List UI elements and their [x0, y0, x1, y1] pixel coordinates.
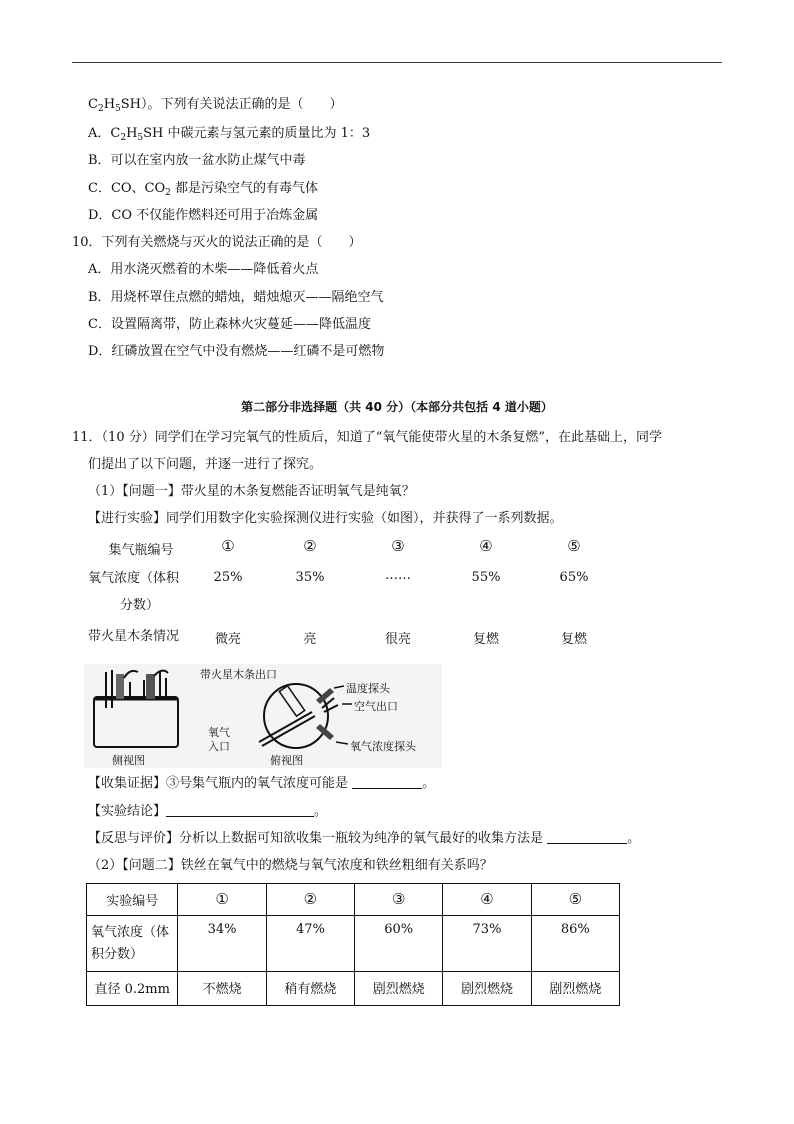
table2-header-label: 实验编号 — [87, 884, 178, 916]
table1-conc-value: 25% — [213, 570, 243, 585]
table2-conc-value: 60% — [355, 916, 443, 972]
table2-conc-value: 34% — [178, 916, 266, 972]
table2-conc-label: 氧气浓度（体 积分数） — [87, 916, 178, 972]
q11-experiment: 【进行实验】同学们用数字化实验探测仪进行实验（如图），并获得了一系列数据。 — [88, 511, 563, 526]
table2-number: ③ — [355, 884, 443, 916]
figure-label-o2-in: 氧气 — [208, 726, 230, 739]
q11-stem-line1: 11．（10 分）同学们在学习完氧气的性质后，知道了“氧气能使带火星的木条复燃”，在此基础上，同学 — [72, 430, 663, 445]
table1-conc-value: 35% — [295, 570, 325, 585]
q11-stem-line2: 们提出了以下问题，并逐一进行了探究。 — [88, 457, 323, 472]
table2-dia-label: 直径 0.2mm — [87, 972, 178, 1006]
table1-result-label: 带火星木条情况 — [88, 629, 180, 644]
table1-number: ① — [221, 537, 235, 555]
q11-reflection: 【反思与评价】分析以上数据可知欲收集一瓶较为纯净的氧气最好的收集方法是 。 — [88, 831, 641, 846]
table2-result: 稍有燃烧 — [266, 972, 354, 1006]
answer-blank-3[interactable] — [547, 830, 627, 844]
q11-conclusion: 【实验结论】 。 — [88, 804, 328, 819]
table1-number: ③ — [391, 537, 405, 555]
q11-subquestion-1: （1）【问题一】带火星的木条复燃能否证明氧气是纯氧？ — [88, 484, 415, 499]
table2 — [86, 883, 620, 1006]
answer-blank-1[interactable] — [352, 775, 422, 789]
table1-result: 亮 — [303, 632, 317, 647]
table2-result: 剧烈燃烧 — [443, 972, 531, 1006]
table2-row-conc — [87, 916, 620, 972]
table1-number: ⑤ — [567, 537, 581, 555]
q11-evidence: 【收集证据】③号集气瓶内的氧气浓度可能是 。 — [88, 776, 436, 791]
table2-number: ② — [266, 884, 354, 916]
table1-conc-value: 55% — [471, 570, 501, 585]
table1-result: 复燃 — [472, 632, 499, 647]
table2-row-result — [87, 972, 620, 1006]
q10-stem: 10．下列有关燃烧与灭火的说法正确的是（ ） — [72, 235, 362, 250]
table2-conc-value: 47% — [266, 916, 354, 972]
table1-header-label: 集气瓶编号 — [108, 543, 174, 558]
table1-conc-value: 65% — [559, 570, 589, 585]
figure-label-side: 侧视图 — [112, 754, 145, 767]
q9-option-d: D．CO 不仅能作燃料还可用于冶炼金属 — [88, 208, 319, 223]
table1-result: 很亮 — [384, 632, 411, 647]
table2-number: ④ — [443, 884, 531, 916]
q9-option-b: B．可以在室内放一盆水防止煤气中毒 — [88, 153, 306, 168]
table2-number: ⑤ — [531, 884, 619, 916]
table1-conc-value: …… — [385, 568, 411, 583]
q9-option-a: A．$C_2H_5SH$ 中碳元素与氢元素的质量比为 1：3 — [88, 126, 371, 143]
table1-number: ④ — [479, 537, 493, 555]
part2-heading: 第二部分非选择题（共 40 分）（本部分共包括 4 道小题） — [241, 400, 553, 414]
figure-label-o2-in-2: 入口 — [208, 740, 230, 753]
q9-stem: $C_2H_5SH$）。下列有关说法正确的是（ ） — [88, 97, 343, 114]
q10-option-c: C．设置隔离带，防止森林火灾蔓延——降低温度 — [88, 317, 371, 332]
q10-option-d: D．红磷放置在空气中没有燃烧——红磷不是可燃物 — [88, 344, 385, 359]
header-rule — [72, 62, 722, 63]
table2-number: ① — [178, 884, 266, 916]
figure-label-temp: 温度探头 — [346, 682, 390, 695]
q9-option-c: C．CO、$CO_2$ 都是污染空气的有毒气体 — [88, 181, 319, 198]
table1-result: 微亮 — [214, 632, 241, 647]
apparatus-figure — [84, 664, 442, 768]
table1-conc-label: 氧气浓度（体积 — [88, 571, 180, 586]
q10-option-b: B．用烧杯罩住点燃的蜡烛，蜡烛熄灭——隔绝空气 — [88, 290, 384, 305]
table1-number: ② — [303, 537, 317, 555]
table2-conc-value: 73% — [443, 916, 531, 972]
table2-result: 剧烈燃烧 — [531, 972, 619, 1006]
q10-option-a: A．用水浇灭燃着的木柴——降低着火点 — [88, 262, 319, 277]
table2-result: 剧烈燃烧 — [355, 972, 443, 1006]
answer-blank-2[interactable] — [166, 803, 314, 817]
table2-row-header — [87, 884, 620, 916]
table1-conc-label-2: 分数） — [120, 598, 160, 613]
table2-result: 不燃烧 — [178, 972, 266, 1006]
figure-label-o2-probe: 氧气浓度探头 — [350, 740, 416, 753]
figure-label-outlet: 带火星木条出口 — [200, 668, 277, 681]
figure-label-air: 空气出口 — [354, 700, 398, 713]
table1-result: 复燃 — [560, 632, 587, 647]
table2-conc-value: 86% — [531, 916, 619, 972]
q11-subquestion-2: （2）【问题二】铁丝在氧气中的燃烧与氧气浓度和铁丝粗细有关系吗？ — [88, 858, 493, 873]
figure-label-top: 俯视图 — [270, 754, 303, 767]
